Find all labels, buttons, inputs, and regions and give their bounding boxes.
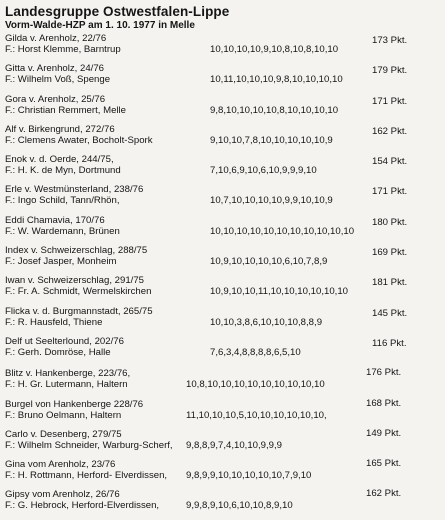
total-points: 180 Pkt. (372, 216, 408, 228)
score-list: 10,9,10,10,11,10,10,10,10,10,10 (210, 286, 348, 298)
score-list: 9,10,10,7,8,10,10,10,10,10,9 (210, 134, 333, 146)
owner-name: F.: W. Wardemann, Brünen (5, 225, 120, 237)
results-list (0, 33, 445, 520)
result-entry (0, 459, 445, 489)
owner-name: F.: Christian Remmert, Melle (5, 104, 127, 116)
score-list: 10,11,10,10,10,9,8,10,10,10,10 (210, 74, 343, 86)
total-points: 149 Pkt. (366, 427, 402, 439)
dog-name: Carlo v. Desenberg, 279/75 (5, 428, 122, 440)
result-entry (0, 215, 445, 245)
owner-name: F.: Wilhelm Schneider, Warburg-Scherf, (5, 439, 173, 451)
dog-name: Gilda v. Arenholz, 22/76 (5, 33, 107, 44)
score-list: 10,10,10,10,9,10,8,10,8,10,10 (210, 44, 339, 55)
score-list: 9,8,10,10,10,10,8,10,10,10,10 (210, 104, 339, 116)
result-entry (0, 489, 445, 519)
owner-name: F.: Fr. A. Schmidt, Wermelskirchen (5, 286, 152, 298)
total-points: 171 Pkt. (372, 186, 408, 198)
total-points: 165 Pkt. (366, 458, 402, 470)
dog-name: Gora v. Arenholz, 25/76 (5, 93, 106, 105)
dog-name: Erle v. Westmünsterland, 238/76 (5, 184, 144, 196)
dog-name: Eddi Chamavia, 170/76 (5, 214, 105, 226)
total-points: 179 Pkt. (372, 65, 408, 77)
owner-name: F.: G. Hebrock, Herford-Elverdissen, (5, 500, 160, 512)
owner-name: F.: H. Rottmann, Herford- Elverdissen, (5, 470, 168, 482)
owner-name: F.: Bruno Oelmann, Haltern (5, 409, 122, 421)
score-list: 10,10,10,10,10,10,10,10,10,10,10 (210, 225, 355, 237)
owner-name: F.: Ingo Schild, Tann/Rhön, (5, 195, 120, 207)
dog-name: Alf v. Birkengrund, 272/76 (5, 123, 115, 135)
dog-name: Gitta v. Arenholz, 24/76 (5, 63, 105, 75)
total-points: 116 Pkt. (372, 337, 407, 349)
score-list: 10,9,10,10,10,10,6,10,7,8,9 (210, 256, 328, 268)
total-points: 162 Pkt. (366, 488, 402, 500)
dog-name: Flicka v. d. Burgmannstadt, 265/75 (5, 305, 153, 317)
result-entry (0, 275, 445, 305)
owner-name: F.: Clemens Awater, Bocholt-Spork (5, 134, 153, 146)
total-points: 154 Pkt. (372, 156, 408, 168)
total-points: 171 Pkt. (372, 95, 408, 107)
result-entry (0, 306, 445, 336)
score-list: 9,8,9,9,10,10,10,10,10,7,9,10 (186, 470, 312, 482)
result-entry (0, 368, 445, 398)
total-points: 176 Pkt. (366, 367, 402, 379)
result-entry (0, 336, 445, 366)
owner-name: F.: Gerh. Domröse, Halle (5, 346, 111, 358)
result-entry (0, 245, 445, 275)
result-entry (0, 33, 445, 63)
result-entry (0, 429, 445, 459)
dog-name: Delf ut Seelterlound, 202/76 (5, 335, 124, 347)
result-entry (0, 399, 445, 429)
dog-name: Burgel von Hankenberge 228/76 (5, 398, 144, 410)
result-entry (0, 63, 445, 93)
page-title: Landesgruppe Ostwestfalen-Lippe (5, 4, 230, 19)
score-list: 10,7,10,10,10,10,9,9,10,10,9 (210, 195, 333, 207)
score-list: 9,9,8,9,10,6,10,10,8,9,10 (186, 500, 293, 512)
dog-name: Enok v. d. Oerde, 244/75, (5, 154, 114, 166)
total-points: 169 Pkt. (372, 247, 408, 259)
owner-name: F.: Wilhelm Voß, Spenge (5, 74, 111, 86)
result-entry (0, 154, 445, 184)
total-points: 168 Pkt. (366, 397, 402, 409)
owner-name: F.: Horst Klemme, Barntrup (5, 44, 121, 55)
score-list: 11,10,10,10,5,10,10,10,10,10,10, (186, 409, 327, 421)
dog-name: Index v. Schweizerschlag, 288/75 (5, 245, 148, 257)
total-points: 145 Pkt. (372, 307, 408, 319)
owner-name: F.: R. Hausfeld, Thiene (5, 316, 103, 328)
score-list: 7,6,3,4,8,8,8,8,6,5,10 (210, 346, 301, 358)
owner-name: F.: Josef Jasper, Monheim (5, 256, 117, 268)
result-entry (0, 184, 445, 214)
dog-name: Iwan v. Schweizerschlag, 291/75 (5, 275, 145, 287)
total-points: 181 Pkt. (372, 277, 408, 289)
total-points: 162 Pkt. (372, 125, 408, 137)
owner-name: F.: H. Gr. Lutermann, Haltern (5, 379, 128, 391)
page-subtitle: Vorm-Walde-HZP am 1. 10. 1977 in Melle (5, 20, 195, 31)
owner-name: F.: H. K. de Myn, Dortmund (5, 165, 121, 177)
total-points: 173 Pkt. (372, 35, 408, 46)
score-list: 7,10,6,9,10,6,10,9,9,9,10 (210, 165, 317, 177)
result-entry (0, 124, 445, 154)
score-list: 10,10,3,8,6,10,10,10,8,8,9 (210, 316, 323, 328)
score-list: 9,8,8,9,7,4,10,10,9,9,9 (186, 439, 283, 451)
result-entry (0, 94, 445, 124)
dog-name: Gipsy vom Arenholz, 26/76 (5, 489, 120, 501)
dog-name: Blitz v. Hankenberge, 223/76, (5, 368, 131, 380)
dog-name: Gina vom Arenholz, 23/76 (5, 459, 116, 471)
score-list: 10,8,10,10,10,10,10,10,10,10,10 (186, 379, 325, 391)
